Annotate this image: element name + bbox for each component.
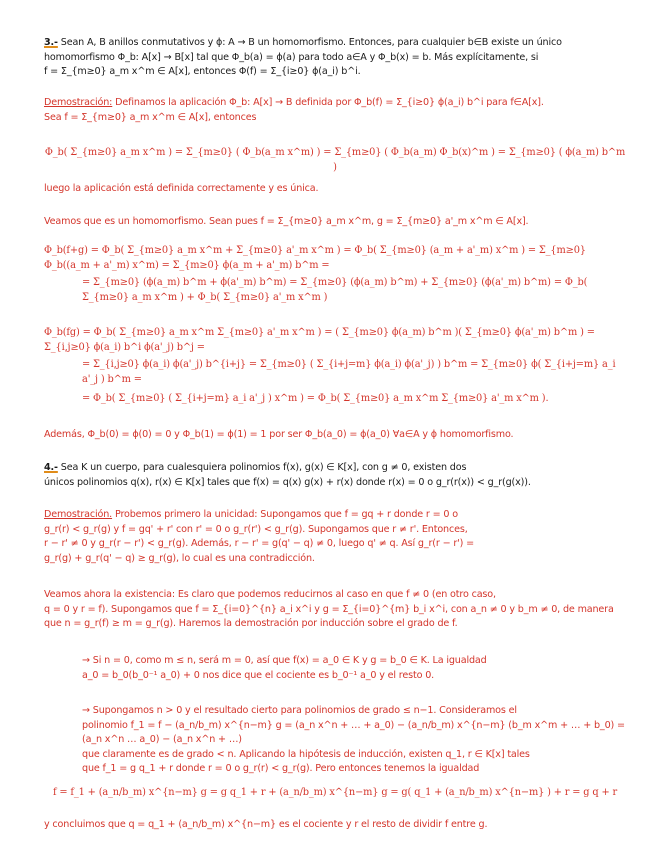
equation: Φ_b(f+g) = Φ_b( Σ_{m≥0} a_m x^m + Σ_{m≥0} a'_m x^m ) = Φ_b( Σ_{m≥0} (a_m + a'_m) x^m ) = Σ_{m≥0} Φ_b((a_m + a'_m) x^m) = Σ_{m≥0} ϕ(a_m + a'_m) b^m = xyxy=(44,245,586,271)
proof-heading: Demostración. xyxy=(44,509,113,520)
statement-line: homomorfismo Φ_b: A[x] → B[x] tal que Φ_b(a) = ϕ(a) para todo a∈A y Φ_b(x) = b. Más explícitamente, si xyxy=(44,51,539,63)
proof-line: r − r' ≠ 0 y g_r(r − r') < g_r(g). Además, r − r' = g(q' − q) ≠ 0, luego q' ≠ q. Así g_r(r − r') = xyxy=(44,538,475,549)
equation: = Φ_b( Σ_{m≥0} ( Σ_{i+j=m} a_i a'_j ) x^m ) = Φ_b( Σ_{m≥0} a_m x^m Σ_{m≥0} a'_m x^m ). xyxy=(82,393,549,404)
proof-line: luego la aplicación está definida correctamente y es única. xyxy=(44,183,319,194)
proof-line: Veamos que es un homomorfismo. Sean pues f = Σ_{m≥0} a_m x^m, g = Σ_{m≥0} a'_m x^m ∈ A[x]. xyxy=(44,216,529,227)
statement-line xyxy=(44,461,626,476)
statement-text: Sea K un cuerpo, para cualesquiera polinomios f(x), g(x) ∈ K[x], con g ≠ 0, existen dos xyxy=(60,462,467,473)
proof-line: g_r(g) + g_r(q' − q) ≥ g_r(g), lo cual es una contradicción. xyxy=(44,552,315,564)
equation-product xyxy=(44,392,626,407)
statement-line: f = Σ_{m≥0} a_m x^m ∈ A[x], entonces Φ(f) = Σ_{i≥0} ϕ(a_i) b^i. xyxy=(44,66,361,77)
equation: Φ_b(fg) = Φ_b( Σ_{m≥0} a_m x^m Σ_{m≥0} a'_m x^m ) = ( Σ_{m≥0} ϕ(a_m) b^m )( Σ_{m≥0} ϕ(a'_m) b^m ) = Σ_{i,j≥0} ϕ(a_i) b^i ϕ(a'_j) b^j = xyxy=(44,327,595,353)
equation: = Σ_{m≥0} (ϕ(a_m) b^m + ϕ(a'_m) b^m) = Σ_{m≥0} (ϕ(a_m) b^m) + Σ_{m≥0} (ϕ(a'_m) b^m) = Φ_b( Σ_{m≥0} a_m x^m ) + Φ_b( Σ_{m≥0} a'_m x^m ) xyxy=(82,277,588,303)
proof-line: → Si n = 0, como m ≤ n, será m = 0, así que f(x) = a_0 ∈ K y g = b_0 ∈ K. La igualdad xyxy=(82,655,487,666)
problem-3-statement xyxy=(44,36,626,80)
conclusion-paragraph xyxy=(44,818,626,833)
equation-definition xyxy=(44,146,626,175)
equation-product xyxy=(44,358,626,387)
equation-sum xyxy=(44,276,626,305)
proof-paragraph xyxy=(44,182,626,197)
problem-number: 3.- xyxy=(44,37,58,48)
statement-text: Sean A, B anillos conmutativos y ϕ: A → B un homomorfismo. Entonces, para cualquier b∈B existe un único xyxy=(60,37,562,48)
proof-line: Además, Φ_b(0) = ϕ(0) = 0 y Φ_b(1) = ϕ(1) = 1 por ser Φ_b(a_0) = ϕ(a_0) ∀a∈A y ϕ homomorfismo. xyxy=(44,429,514,440)
proof-line: polinomio f_1 = f − (a_n/b_m) x^{n−m} g = (a_n x^n + … + a_0) − (a_n/b_m) x^{n−m} (b_m x^m + … + b_0) = (a_n x^n … a_0) − (a_n x^n + …) xyxy=(82,719,625,745)
base-case-paragraph xyxy=(44,654,626,683)
problem-4-proof xyxy=(44,508,626,566)
proof-line xyxy=(44,508,626,523)
proof-line: q = 0 y r = f). Supongamos que f = Σ_{i=0}^{n} a_i x^i y g = Σ_{i=0}^{m} b_i x^i, con a_n ≠ 0 y b_m ≠ 0, de manera xyxy=(44,603,614,615)
equation-sum xyxy=(44,244,626,273)
proof-text: Definamos la aplicación Φ_b: A[x] → B definida por Φ_b(f) = Σ_{i≥0} ϕ(a_i) b^i para f∈A[x]. xyxy=(112,97,544,108)
proof-line: g_r(r) < g_r(g) y f = gq' + r' con r' = 0 o g_r(r') < g_r(g). Supongamos que r ≠ r'. Entonces, xyxy=(44,523,468,535)
proof-line: que f_1 = g q_1 + r donde r = 0 o g_r(r) < g_r(g). Pero entonces tenemos la igualdad xyxy=(82,763,480,774)
proof-paragraph xyxy=(44,428,626,443)
equation-product xyxy=(44,326,626,355)
statement-line xyxy=(44,36,626,51)
statement-line: únicos polinomios q(x), r(x) ∈ K[x] tales que f(x) = q(x) g(x) + r(x) donde r(x) = 0 o g_r(r(x)) < g_r(g(x)). xyxy=(44,476,531,488)
equation: f = f_1 + (a_n/b_m) x^{n−m} g = g q_1 + r + (a_n/b_m) x^{n−m} g = g( q_1 + (a_n/b_m) x^{n−m} ) + r = g q + r xyxy=(52,787,618,798)
proof-paragraph xyxy=(44,215,626,230)
proof-line: Veamos ahora la existencia: Es claro que podemos reducirnos al caso en que f ≠ 0 (en otro caso, xyxy=(44,589,496,600)
proof-line: que claramente es de grado < n. Aplicando la hipótesis de inducción, existen q_1, r ∈ K[x] tales xyxy=(82,748,530,760)
proof-line: y concluimos que q = q_1 + (a_n/b_m) x^{n−m} es el cociente y r el resto de dividir f entre g. xyxy=(44,819,488,830)
equation-division xyxy=(44,786,626,801)
proof-heading: Demostración: xyxy=(44,97,113,108)
problem-3-proof-intro xyxy=(44,96,626,125)
existence-paragraph xyxy=(44,588,626,632)
proof-line: → Supongamos n > 0 y el resultado cierto para polinomios de grado ≤ n−1. Consideramos el xyxy=(82,705,517,716)
proof-line xyxy=(44,96,626,111)
proof-line: Sea f = Σ_{m≥0} a_m x^m ∈ A[x], entonces xyxy=(44,111,257,123)
problem-number: 4.- xyxy=(44,462,58,473)
induction-step-paragraph xyxy=(44,704,626,777)
proof-line: a_0 = b_0(b_0⁻¹ a_0) + 0 nos dice que el cociente es b_0⁻¹ a_0 y el resto 0. xyxy=(82,669,435,681)
equation: Φ_b( Σ_{m≥0} a_m x^m ) = Σ_{m≥0} ( Φ_b(a_m x^m) ) = Σ_{m≥0} ( Φ_b(a_m) Φ_b(x)^m ) = Σ_{m≥0} ( ϕ(a_m) b^m ) xyxy=(44,147,626,173)
problem-4-statement xyxy=(44,461,626,490)
proof-line: que n = g_r(f) ≥ m = g_r(g). Haremos la demostración por inducción sobre el grado de f. xyxy=(44,618,458,629)
equation: = Σ_{i,j≥0} ϕ(a_i) ϕ(a'_j) b^{i+j} = Σ_{m≥0} ( Σ_{i+j=m} ϕ(a_i) ϕ(a'_j) ) b^m = Σ_{m≥0} ϕ( Σ_{i+j=m} a_i a'_j ) b^m = xyxy=(82,359,616,385)
proof-text: Probemos primero la unicidad: Supongamos que f = gq + r donde r = 0 o xyxy=(112,509,458,520)
